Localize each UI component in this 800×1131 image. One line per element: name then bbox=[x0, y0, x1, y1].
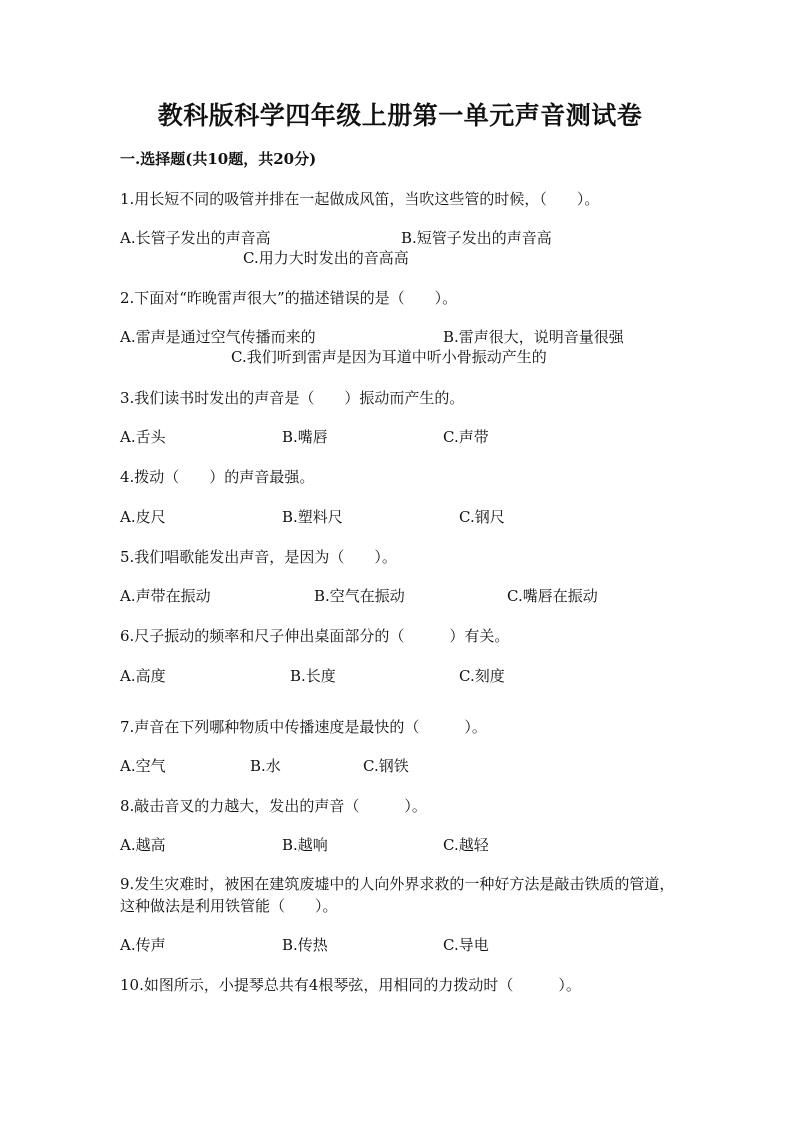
question-1-option-c: C.用力大时发出的音高高 bbox=[243, 249, 409, 267]
question-6-option-a: A.高度 bbox=[120, 667, 166, 685]
question-2-option-c: C.我们听到雷声是因为耳道中听小骨振动产生的 bbox=[231, 348, 547, 366]
question-9-option-a: A.传声 bbox=[120, 936, 166, 954]
question-9-option-c: C.导电 bbox=[443, 936, 489, 954]
question-2-option-a: A.雷声是通过空气传播而来的 bbox=[120, 328, 316, 346]
question-8-option-a: A.越高 bbox=[120, 836, 166, 854]
question-4-option-c: C.钢尺 bbox=[459, 508, 505, 526]
question-10-stem: 10.如图所示，小提琴总共有4根琴弦，用相同的力拨动时（ ）。 bbox=[120, 976, 581, 994]
question-8-stem: 8.敲击音叉的力越大，发出的声音（ ）。 bbox=[120, 797, 427, 815]
section-heading: 一.选择题(共10题，共20分) bbox=[120, 150, 317, 168]
question-6-option-c: C.刻度 bbox=[459, 667, 505, 685]
question-4-stem: 4.拨动（ ）的声音最强。 bbox=[120, 468, 315, 486]
question-7-option-a: A.空气 bbox=[120, 757, 166, 775]
question-7-stem: 7.声音在下列哪种物质中传播速度是最快的（ ）。 bbox=[120, 718, 487, 736]
question-5-stem: 5.我们唱歌能发出声音，是因为（ ）。 bbox=[120, 548, 397, 566]
question-5-option-c: C.嘴唇在振动 bbox=[507, 587, 598, 605]
question-3-option-c: C.声带 bbox=[443, 428, 489, 446]
question-3-option-a: A.舌头 bbox=[120, 428, 166, 446]
question-5-option-b: B.空气在振动 bbox=[314, 587, 405, 605]
question-4-option-a: A.皮尺 bbox=[120, 508, 166, 526]
question-7-option-c: C.钢铁 bbox=[363, 757, 409, 775]
question-1-stem: 1.用长短不同的吸管并排在一起做成风笛，当吹这些管的时候，（ ）。 bbox=[120, 190, 600, 208]
question-4-option-b: B.塑料尺 bbox=[282, 508, 343, 526]
question-5-option-a: A.声带在振动 bbox=[120, 587, 211, 605]
question-3-stem: 3.我们读书时发出的声音是（ ）振动而产生的。 bbox=[120, 389, 465, 407]
question-1-option-b: B.短管子发出的声音高 bbox=[401, 229, 552, 247]
question-6-option-b: B.长度 bbox=[290, 667, 336, 685]
question-8-option-c: C.越轻 bbox=[443, 836, 489, 854]
question-7-option-b: B.水 bbox=[250, 757, 281, 775]
question-3-option-b: B.嘴唇 bbox=[282, 428, 328, 446]
question-9-stem: 9.发生灾难时，被困在建筑废墟中的人向外界求救的一种好方法是敲击铁质的管道，这种做法是利用铁管能（ ）。 bbox=[120, 875, 675, 915]
question-2-option-b: B.雷声很大，说明音量很强 bbox=[443, 328, 624, 346]
page-title: 教科版科学四年级上册第一单元声音测试卷 bbox=[157, 101, 643, 130]
question-6-stem: 6.尺子振动的频率和尺子伸出桌面部分的（ ）有关。 bbox=[120, 627, 510, 645]
question-1-option-a: A.长管子发出的声音高 bbox=[120, 229, 271, 247]
question-2-stem: 2.下面对“昨晚雷声很大”的描述错误的是（ ）。 bbox=[120, 289, 458, 307]
question-8-option-b: B.越响 bbox=[282, 836, 328, 854]
question-9-option-b: B.传热 bbox=[282, 936, 328, 954]
